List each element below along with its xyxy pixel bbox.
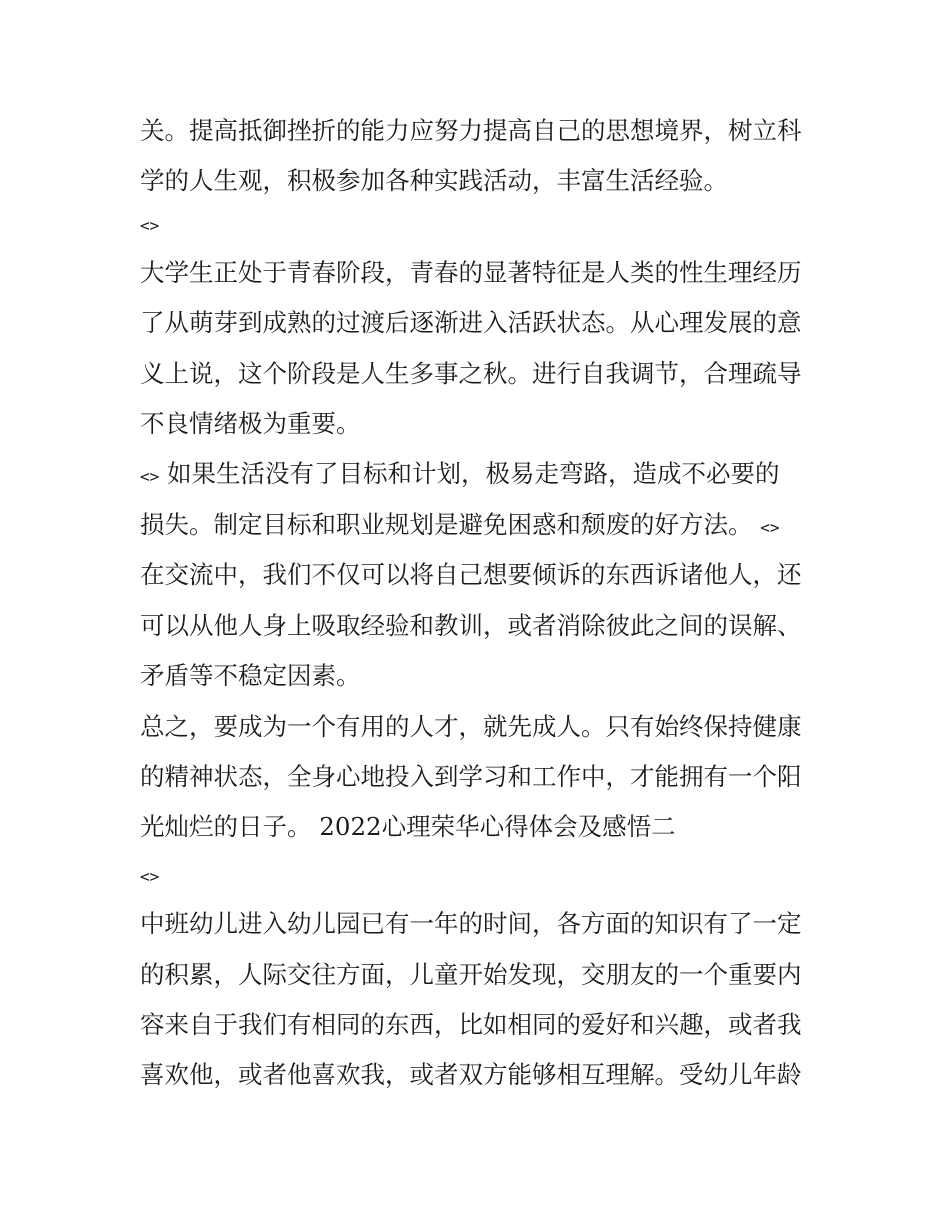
section-marker-1: <> xyxy=(140,216,160,235)
text-line-8 xyxy=(140,508,820,545)
text-line-12: 总之，要成为一个有用的人才，就先成人。只有始终保持健康 xyxy=(140,712,802,741)
text-line-7-body: 如果生活没有了目标和计划，极易走弯路，造成不必要的 xyxy=(167,459,780,488)
text-line-14: 光灿烂的日子。 2022心理荣华心得体会及感悟二 xyxy=(140,812,676,841)
text-line-3: 大学生正处于青春阶段，青春的显著特征是人类的性生理经历 xyxy=(140,258,802,287)
text-line-10: 可以从他人身上吸取经验和教训，或者消除彼此之间的误解、 xyxy=(140,611,802,640)
text-line-9: 在交流中，我们不仅可以将自己想要倾诉的东西诉诸他人，还 xyxy=(140,560,802,589)
inline-marker: <> xyxy=(140,467,160,486)
inline-marker: <> xyxy=(760,518,780,537)
text-line-8-body: 损失。制定目标和职业规划是避免困惑和颓废的好方法。 xyxy=(140,510,753,539)
text-line-17: 容来自于我们有相同的东西，比如相同的爱好和兴趣，或者我 xyxy=(140,1010,802,1039)
text-line-4: 了从萌芽到成熟的过渡后逐渐进入活跃状态。从心理发展的意 xyxy=(140,308,802,337)
text-line-1: 关。提高抵御挫折的能力应努力提高自己的思想境界，树立科 xyxy=(140,116,802,145)
text-line-7 xyxy=(140,457,820,494)
text-line-6: 不良情绪极为重要。 xyxy=(140,409,361,438)
section-marker-2: <> xyxy=(140,867,160,886)
text-line-15: 中班幼儿进入幼儿园已有一年的时间，各方面的知识有了一定 xyxy=(140,909,802,938)
text-line-2: 学的人生观，积极参加各种实践活动，丰富生活经验。 xyxy=(140,166,728,195)
text-line-18: 喜欢他，或者他喜欢我，或者双方能够相互理解。受幼儿年龄 xyxy=(140,1060,802,1089)
text-line-13: 的精神状态，全身心地投入到学习和工作中，才能拥有一个阳 xyxy=(140,762,802,791)
text-line-5: 义上说，这个阶段是人生多事之秋。进行自我调节，合理疏导 xyxy=(140,359,802,388)
text-line-16: 的积累，人际交往方面，儿童开始发现，交朋友的一个重要内 xyxy=(140,960,802,989)
text-line-11: 矛盾等不稳定因素。 xyxy=(140,661,361,690)
